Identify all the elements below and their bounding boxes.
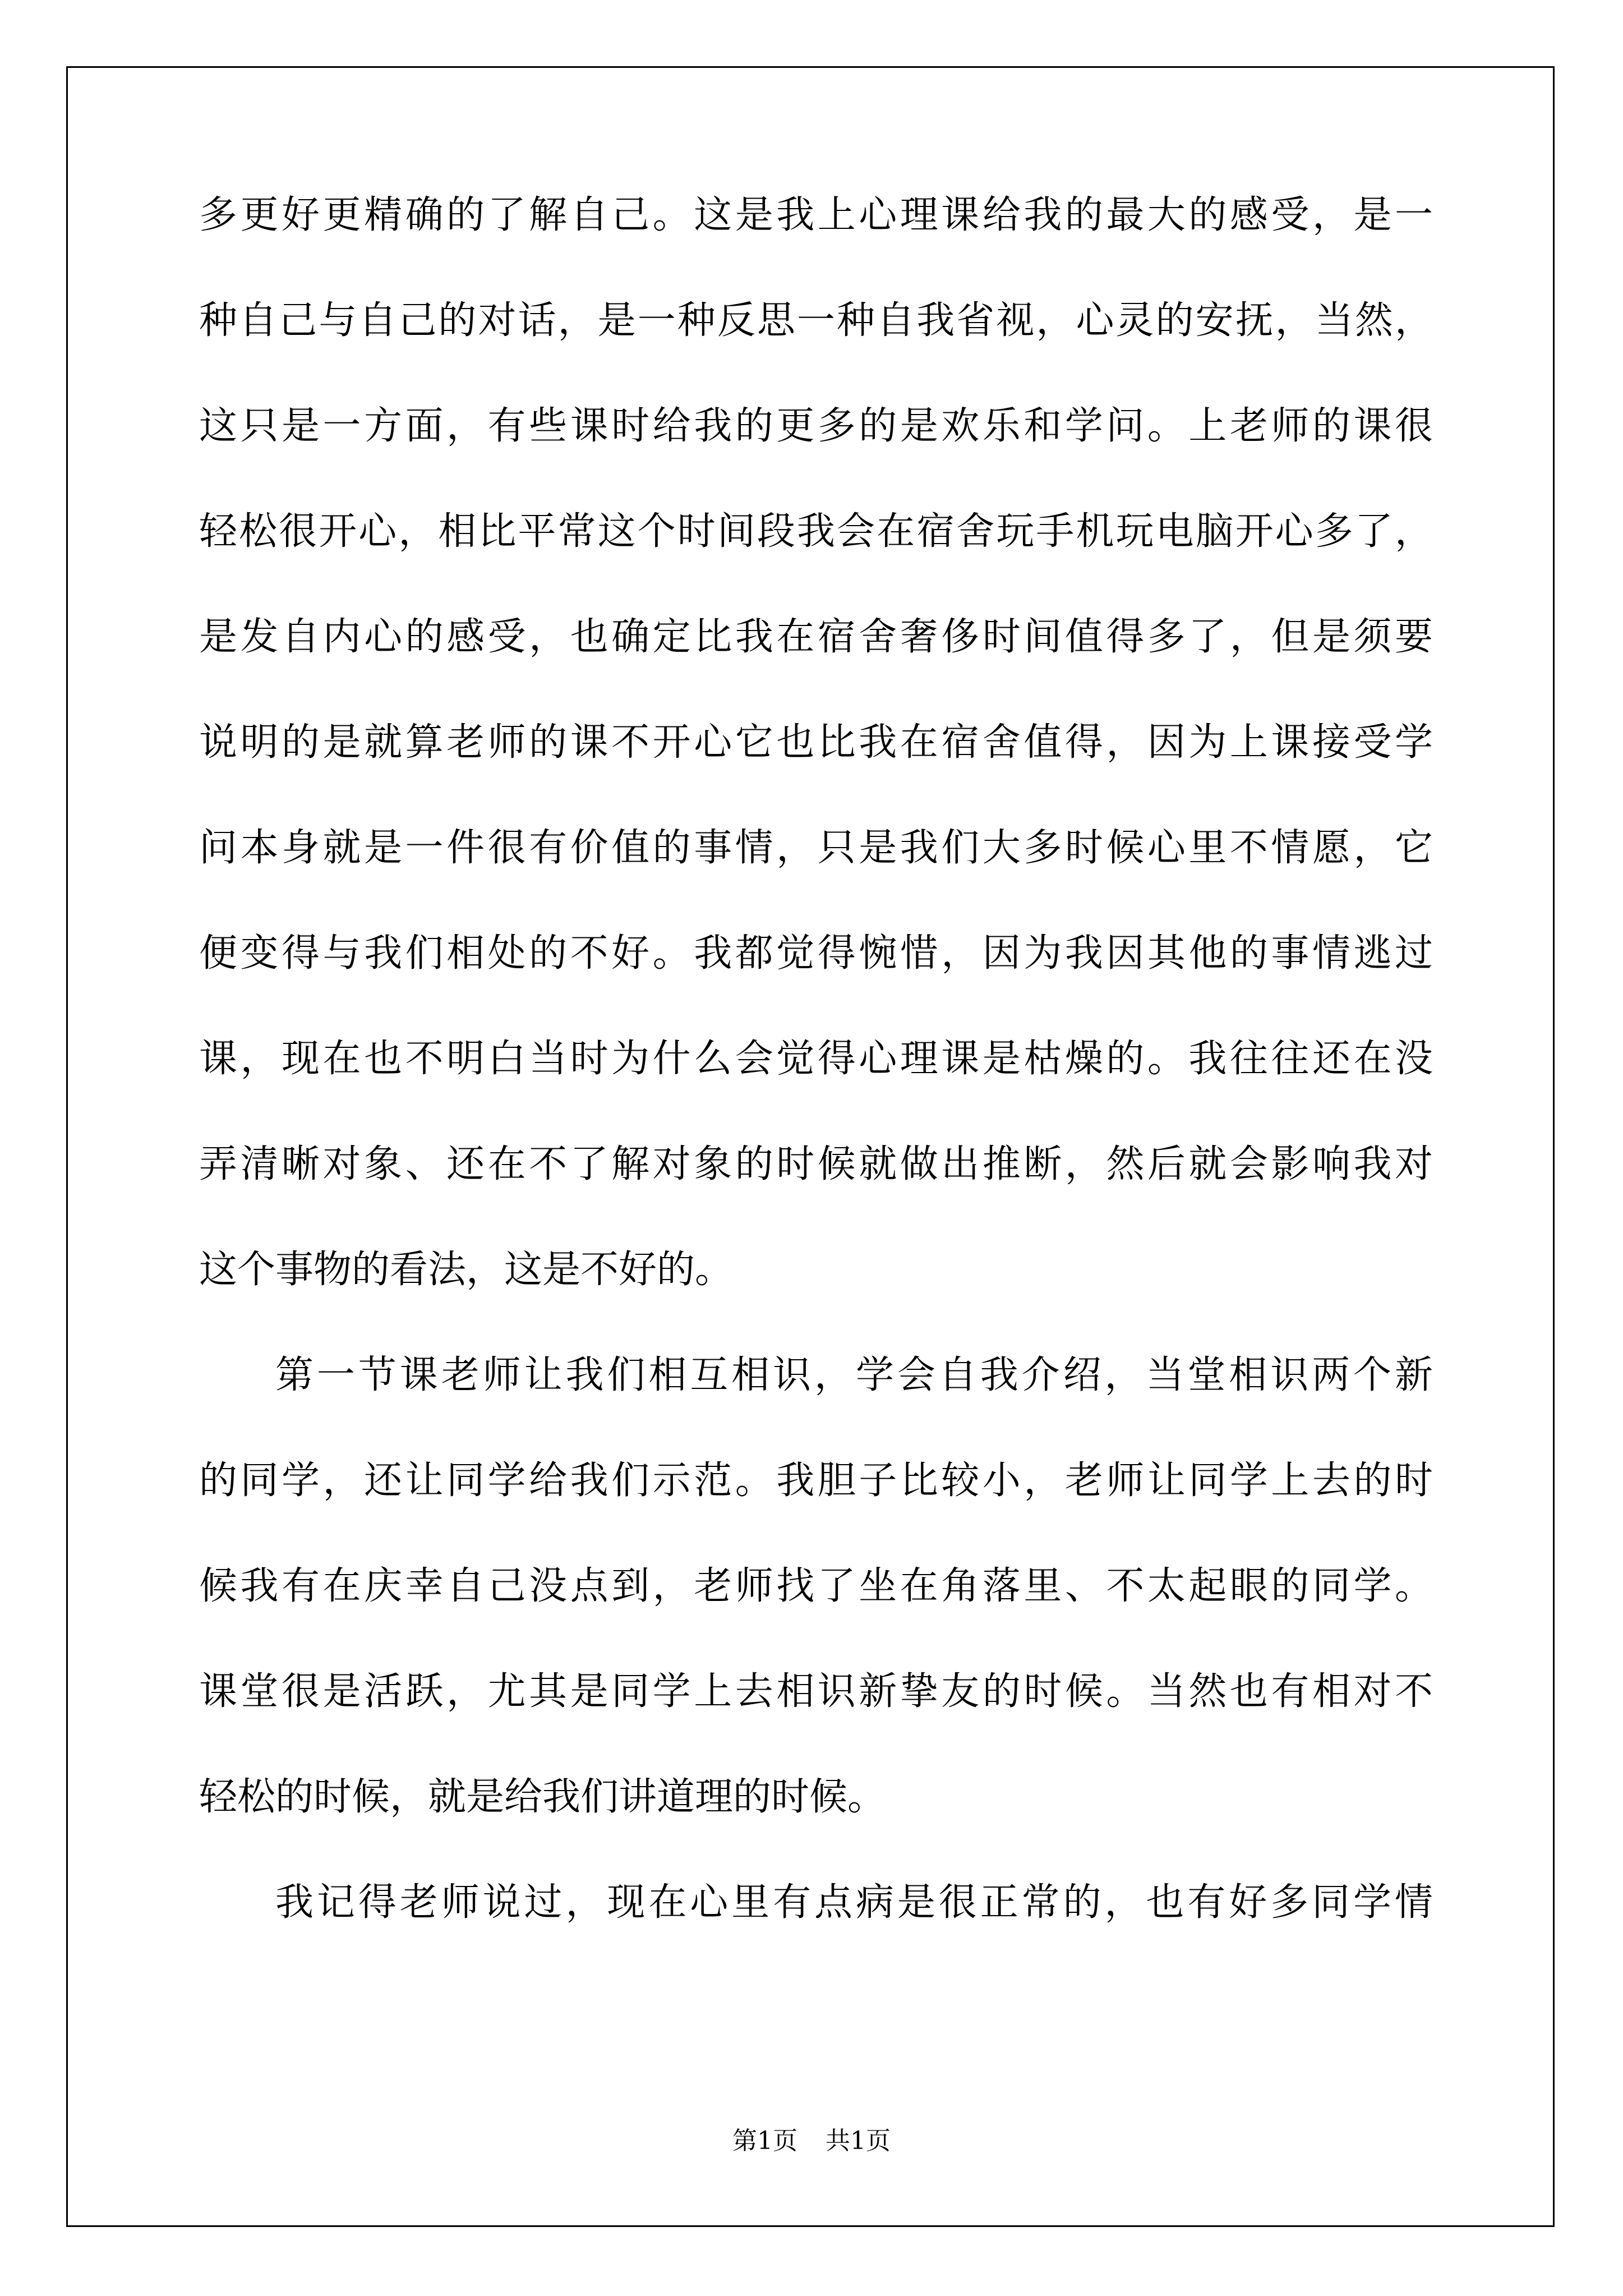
text-line: 的同学，还让同学给我们示范。我胆子比较小，老师让同学上去的时: [199, 1458, 1433, 1503]
text-line: 这只是一方面，有些课时给我的更多的是欢乐和学问。上老师的课很: [199, 404, 1433, 448]
text-line: 多更好更精确的了解自己。这是我上心理课给我的最大的感受，是一: [199, 193, 1433, 237]
text-line: 是发自内心的感受，也确定比我在宿舍奢侈时间值得多了，但是须要: [199, 615, 1433, 659]
text-line: 这个事物的看法，这是不好的。: [199, 1248, 734, 1292]
paragraph-start-line: 第一节课老师让我们相互相识，学会自我介绍，当堂相识两个新: [275, 1353, 1433, 1397]
document-body: [199, 163, 1433, 1955]
text-line: 课堂很是活跃，尤其是同学上去相识新挚友的时候。当然也有相对不: [199, 1669, 1433, 1714]
text-line: 说明的是就算老师的课不开心它也比我在宿舍值得，因为上课接受学: [199, 720, 1433, 765]
page-footer: [0, 2120, 1623, 2156]
text-line: 问本身就是一件很有价值的事情，只是我们大多时候心里不情愿，它: [199, 826, 1433, 870]
paragraph-start-line: 我记得老师说过，现在心里有点病是很正常的，也有好多同学情: [275, 1880, 1433, 1925]
text-line: 便变得与我们相处的不好。我都觉得惋惜，因为我因其他的事情逃过: [199, 931, 1433, 976]
text-line: 轻松很开心，相比平常这个时间段我会在宿舍玩手机玩电脑开心多了，: [199, 509, 1433, 554]
text-line: 种自己与自己的对话，是一种反思一种自我省视，心灵的安抚，当然，: [199, 298, 1433, 343]
page-total: 共1页: [826, 2127, 891, 2155]
text-line: 候我有在庆幸自己没点到，老师找了坐在角落里、不太起眼的同学。: [199, 1564, 1433, 1608]
text-line: 课，现在也不明白当时为什么会觉得心理课是枯燥的。我往往还在没: [199, 1037, 1433, 1081]
text-line: 轻松的时候，就是给我们讲道理的时候。: [199, 1775, 886, 1819]
text-line: 弄清晰对象、还在不了解对象的时候就做出推断，然后就会影响我对: [199, 1142, 1433, 1186]
page-number: 第1页: [732, 2127, 797, 2155]
